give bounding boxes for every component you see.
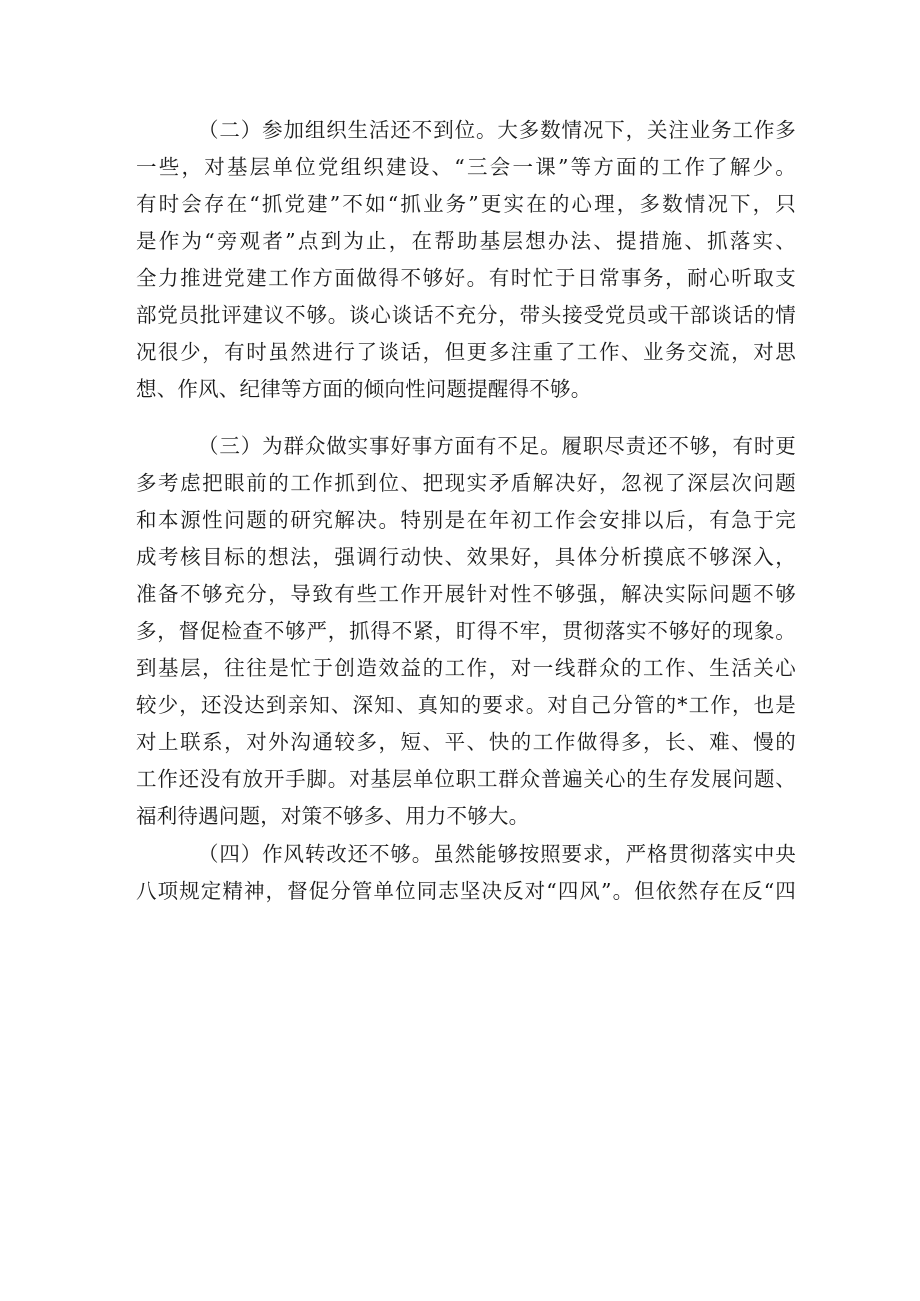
text-line: 一些，对基层单位党组织建设、“三会一课”等方面的工作了解少。	[136, 155, 796, 179]
text-line: 福利待遇问题，对策不够多、用力不够大。	[136, 804, 530, 828]
text-line: 准备不够充分，导致有些工作开展针对性不够强，解决实际问题不够	[136, 582, 796, 606]
text-line: 全力推进党建工作方面做得不够好。有时忙于日常事务，耐心听取支	[136, 266, 796, 290]
text-line: 对上联系，对外沟通较多，短、平、快的工作做得多，长、难、慢的	[136, 730, 796, 754]
text-line: 况很少，有时虽然进行了谈话，但更多注重了工作、业务交流，对思	[136, 340, 796, 364]
text-line: 多，督促检查不够严，抓得不紧，盯得不牢，贯彻落实不够好的现象。	[136, 619, 796, 643]
document-body	[136, 112, 796, 910]
text-line: 和本源性问题的研究解决。特别是在年初工作会安排以后，有急于完	[136, 508, 796, 532]
text-line: （四）作风转改还不够。虽然能够按照要求，严格贯彻落实中央	[198, 842, 796, 866]
text-line: 有时会存在“抓党建”不如“抓业务”更实在的心理，多数情况下，只	[136, 192, 796, 216]
text-line: 是作为“旁观者”点到为止，在帮助基层想办法、提措施、抓落实、	[136, 229, 796, 253]
paragraph-3	[136, 428, 796, 835]
text-line: 多考虑把眼前的工作抓到位、把现实矛盾解决好，忽视了深层次问题	[136, 471, 796, 495]
text-line: 较少，还没达到亲知、深知、真知的要求。对自己分管的*工作，也是	[136, 693, 796, 717]
paragraph-4	[136, 836, 796, 910]
text-line: 工作还没有放开手脚。对基层单位职工群众普遍关心的生存发展问题、	[136, 767, 796, 791]
text-line: 想、作风、纪律等方面的倾向性问题提醒得不够。	[136, 377, 592, 401]
paragraph-2	[136, 112, 796, 408]
text-line: （三）为群众做实事好事方面有不足。履职尽责还不够，有时更	[198, 434, 796, 458]
text-line: 到基层，往往是忙于创造效益的工作，对一线群众的工作、生活关心	[136, 656, 796, 680]
paragraph-spacer	[136, 408, 796, 428]
text-line: 成考核目标的想法，强调行动快、效果好，具体分析摸底不够深入，	[136, 545, 796, 569]
text-line: 八项规定精神，督促分管单位同志坚决反对“四风”。但依然存在反“四	[136, 879, 796, 903]
text-line: （二）参加组织生活还不到位。大多数情况下，关注业务工作多	[198, 118, 796, 142]
text-line: 部党员批评建议不够。谈心谈话不充分，带头接受党员或干部谈话的情	[136, 303, 796, 327]
